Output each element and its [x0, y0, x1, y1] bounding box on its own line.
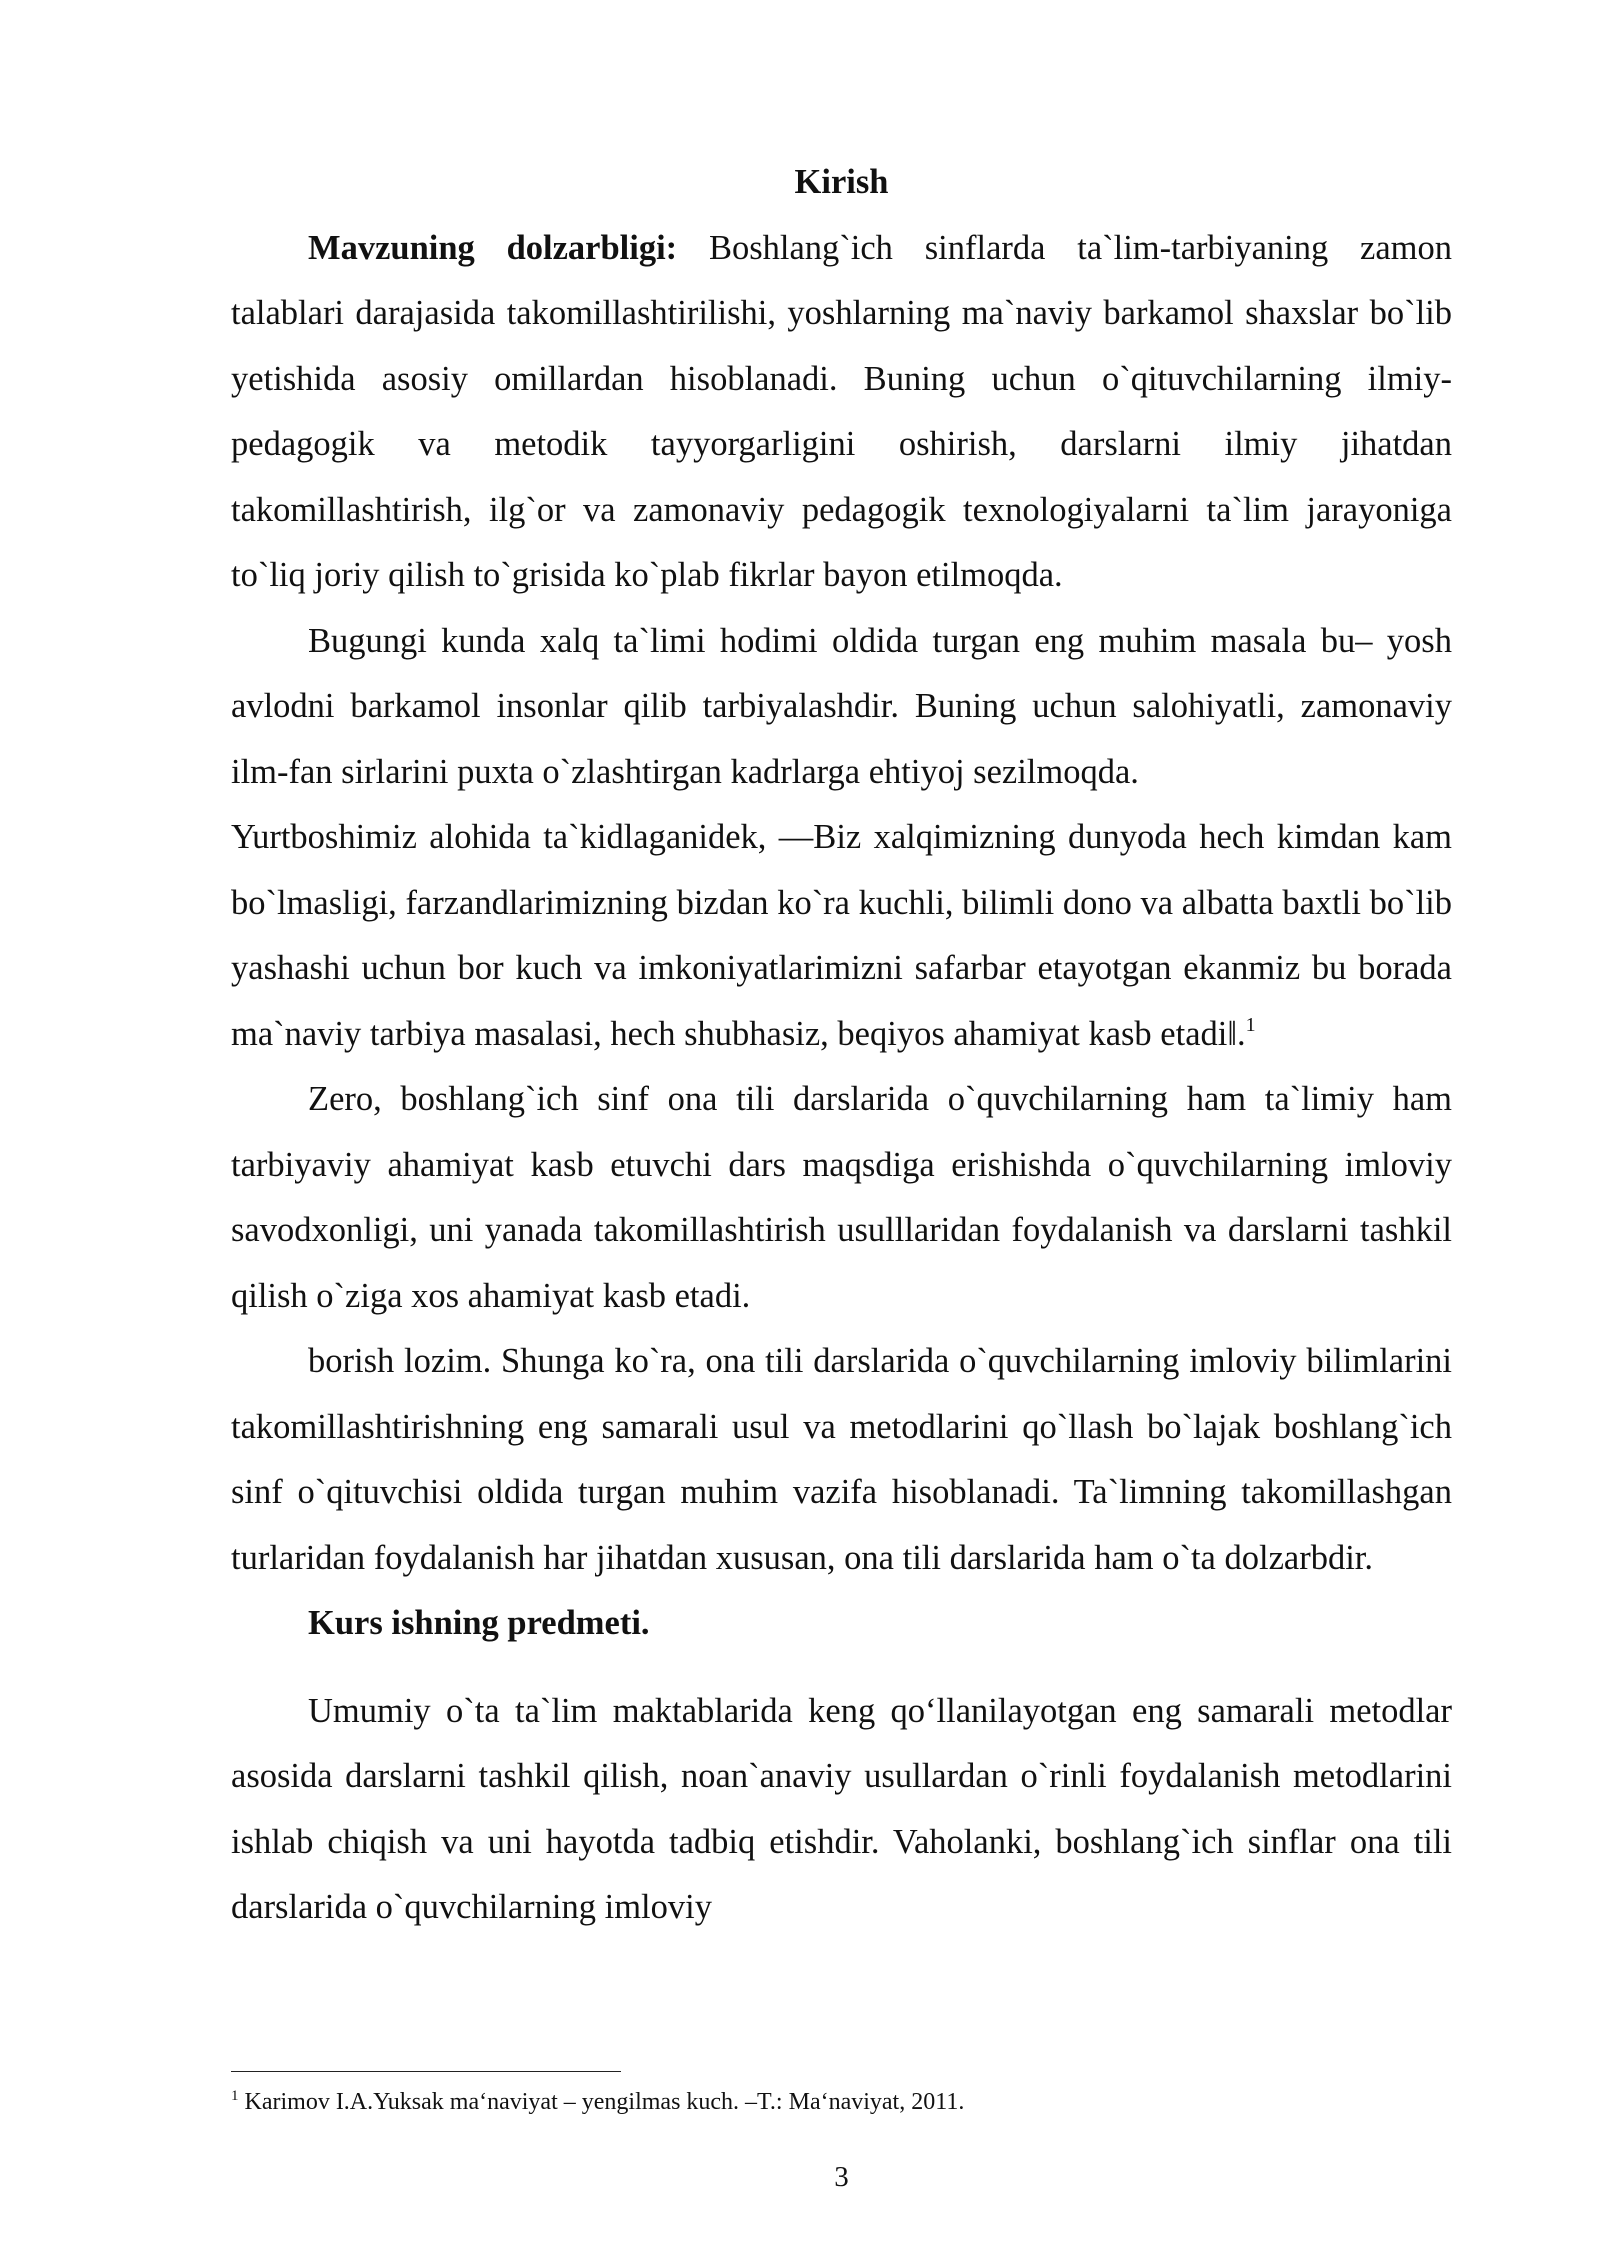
paragraph-subject: Umumiy o`ta ta`lim maktablarida keng qo‘llanilayotgan eng samarali metodlar asosida darslarni tashkil qilish, noan`anaviy usullardan o`rinli foydalanish metodlarini ishlab chiqish va uni hayotda tadbiq etishdir. Vaholanki, boshlang`ich sinflar ona tili darslarida o`quvchilarning imloviy	[231, 1691, 1452, 1926]
relevance-lead: Mavzuning dolzarbligi:	[308, 228, 678, 267]
paragraph-education: Bugungi kunda xalq ta`limi hodimi oldida turgan eng muhim masala bu– yosh avlodni barkamol insonlar qilib tarbiyalashdir. Buning uchun salohiyatli, zamonaviy ilm-fan sirlarini puxta o`zlashtirgan kadrlarga ehtiyoj sezilmoqda.	[231, 621, 1452, 791]
page-body	[231, 150, 1452, 1941]
footnote-separator	[231, 2071, 621, 2072]
paragraph-zero: Zero, boshlang`ich sinf ona tili darslarida o`quvchilarning ham ta`limiy ham tarbiyaviy ahamiyat kasb etuvchi dars maqsdiga erishishda o`quvchilarning imloviy savodxonligi, uni yanada takomillashtirish usulllaridan foydalanish va darslarni tashkil qilish o`ziga xos ahamiyat kasb etadi.	[231, 1080, 1452, 1315]
footnote-text: Karimov I.A.Yuksak ma‘naviyat – yengilmas kuch. –T.: Ma‘naviyat, 2011.	[238, 2089, 965, 2115]
relevance-text: Boshlang`ich sinflarda ta`lim-tarbiyaning zamon talablari darajasida takomillashtirilishi, yoshlarning ma`naviy barkamol shaxslar bo`lib yetishida asosiy omillardan hisoblanadi. Buning uchun o`qituvchilarning ilmiy-pedagogik va metodik tayyorgarligini oshirish, darslarni ilmiy jihatdan takomillashtirish, ilg`or va zamonaviy pedagogik texnologiyalarni ta`lim jarayoniga to`liq joriy qilish to`grisida ko`plab fikrlar bayon etilmoqda.	[231, 228, 1452, 594]
page-number: 3	[834, 2161, 849, 2193]
page-title: Kirish	[794, 163, 889, 201]
quote-text: Yurtboshimiz alohida ta`kidlaganidek, ―Biz xalqimizning dunyoda hech kimdan kam bo`lmasligi, farzandlarimizning bizdan ko`ra kuchli, bilimli dono va albatta baxtli bo`lib yashashi uchun bor kuch va imkoniyatlarimizni safarbar etayotgan ekanmiz bu borada ma`naviy tarbiya masalasi, hech shubhasiz, beqiyos ahamiyat kasb etadi‖.	[231, 818, 1452, 1053]
paragraph-borish: borish lozim. Shunga ko`ra, ona tili darslarida o`quvchilarning imloviy bilimlarini takomillashtirishning eng samarali usul va metodlarini qo`llash bo`lajak boshlang`ich sinf o`qituvchisi oldida turgan muhim vazifa hisoblanadi. Ta`limning takomillashgan turlaridan foydalanish har jihatdan xususan, ona tili darslarida ham o`ta dolzarbdir.	[231, 1342, 1452, 1577]
footnote	[231, 2087, 1452, 2117]
footnote-mark: 1	[231, 2088, 239, 2104]
footnote-reference[interactable]: 1	[1245, 1013, 1256, 1036]
paragraph-relevance	[231, 216, 1452, 609]
paragraph-quote	[231, 805, 1452, 1067]
section-subheading: Kurs ishning predmeti.	[308, 1604, 650, 1642]
